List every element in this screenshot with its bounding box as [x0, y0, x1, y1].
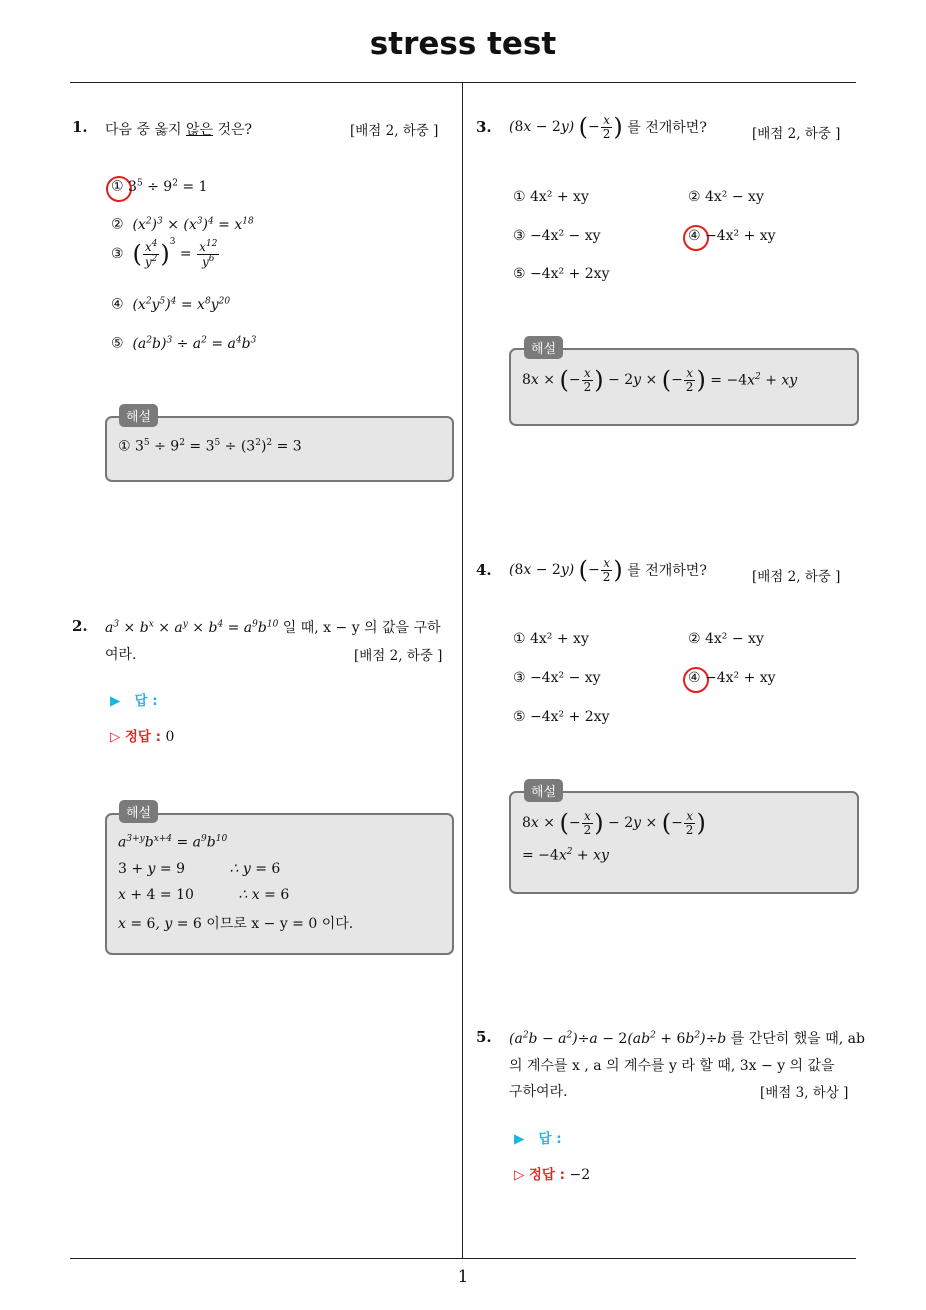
- points-label: [배점 2, 하중 ]: [752, 126, 841, 142]
- explanation-box: [509, 791, 859, 894]
- column-divider: [462, 83, 463, 1259]
- outline-play-icon: ▷: [514, 1167, 525, 1183]
- choice-5[interactable]: ⑤ −4x² + 2xy: [513, 266, 610, 282]
- question-number: 5.: [476, 1028, 492, 1046]
- question-number: 1.: [72, 118, 88, 136]
- choice-1[interactable]: ① $3^5 \div 9^2 = 1$: [111, 178, 208, 195]
- explanation-line-1: $a^{3+y}b^{x+4} = a^9b^{10}$: [118, 834, 228, 851]
- question-number: 3.: [476, 118, 492, 136]
- question-stem: $(a^2b - a^2)\div a - 2(ab^2 + 6b^2)\div b$ 를 간단히 했을 때, ab: [509, 1030, 865, 1047]
- question-stem-line2: 의 계수를 x , a 의 계수를 y 라 할 때, 3x − y 의 값을: [509, 1058, 835, 1074]
- top-rule: [70, 82, 856, 83]
- question-stem: $a^3 \times b^x \times a^y \times b^4 = a^9b^{10}$ 일 때, x − y 의 값을 구하: [105, 619, 441, 636]
- play-icon: ▶: [110, 693, 121, 709]
- points-label: [배점 2, 하중 ]: [752, 569, 841, 585]
- explanation-line-4: x = 6, y = 6 이므로 x − y = 0 이다.: [118, 916, 354, 932]
- question-stem-line3: 구하여라.: [509, 1084, 568, 1100]
- choice-3[interactable]: ③ ( $\frac{x^4}{y^2}$ ) $^3$ = $\frac{x^{12}}{y^6}$: [111, 237, 218, 269]
- correct-answer-row: ▷ 정답 : 0: [110, 729, 175, 745]
- question-stem: (8x − 2y) ( − $\frac{x}{2}$ ) 를 전개하면?: [509, 555, 707, 584]
- choice-3[interactable]: ③ −4x² − xy: [513, 670, 601, 686]
- choice-3[interactable]: ③ −4x² − xy: [513, 228, 601, 244]
- explanation-line-3: x + 4 = 10 ∴ x = 6: [118, 887, 290, 903]
- choice-4[interactable]: ④ −4x² + xy: [688, 670, 776, 686]
- explanation-line-1: 8x × ( − $\frac{x}{2}$ ) − 2y × ( − $\frac{x}{2}$ ): [522, 808, 706, 837]
- explanation-tag: 해설: [119, 800, 158, 823]
- question-number: 2.: [72, 617, 88, 635]
- question-stem: 다음 중 옳지 않은 것은?: [105, 122, 253, 138]
- explanation-line-2: 3 + y = 9 ∴ y = 6: [118, 861, 281, 877]
- play-icon: ▶: [514, 1131, 525, 1147]
- choice-2[interactable]: ② 4x² − xy: [688, 631, 764, 647]
- page-number: 1: [457, 1267, 469, 1287]
- points-label: [배점 2, 하중 ]: [350, 123, 439, 139]
- choice-1[interactable]: ① 4x² + xy: [513, 631, 589, 647]
- points-label: [배점 2, 하중 ]: [354, 648, 443, 664]
- choice-2[interactable]: ② $(x^2)^3 \times (x^3)^4 = x^{18}$: [111, 216, 254, 233]
- question-number: 4.: [476, 561, 492, 579]
- question-stem-line2: 여라.: [105, 647, 137, 663]
- points-label: [배점 3, 하상 ]: [760, 1085, 849, 1101]
- outline-play-icon: ▷: [110, 729, 121, 745]
- explanation-line: 8x × ( − $\frac{x}{2}$ ) − 2y × ( − $\frac{x}{2}$ ) = $-4x^2$ + xy: [522, 365, 798, 394]
- choice-4[interactable]: ④ $(x^2y^5)^4 = x^8y^{20}$: [111, 296, 231, 313]
- page-title: stress test: [369, 26, 557, 62]
- bottom-rule: [70, 1258, 856, 1259]
- choice-4[interactable]: ④ −4x² + xy: [688, 228, 776, 244]
- explanation-line-2: = $-4x^2$ + xy: [522, 847, 609, 864]
- explanation-line: ① $3^5 \div 9^2 = 3^5 \div (3^2)^2 = 3$: [118, 438, 302, 455]
- answer-row[interactable]: ▶ 답 :: [514, 1131, 562, 1147]
- correct-answer-row: ▷ 정답 : −2: [514, 1167, 591, 1183]
- explanation-tag: 해설: [524, 779, 563, 802]
- question-stem: (8x − 2y) ( − $\frac{x}{2}$ ) 를 전개하면?: [509, 112, 707, 141]
- choice-1[interactable]: ① 4x² + xy: [513, 189, 589, 205]
- choice-5[interactable]: ⑤ $(a^2b)^3 \div a^2 = a^4b^3$: [111, 335, 257, 352]
- choice-2[interactable]: ② 4x² − xy: [688, 189, 764, 205]
- explanation-tag: 해설: [524, 336, 563, 359]
- choice-5[interactable]: ⑤ −4x² + 2xy: [513, 709, 610, 725]
- explanation-tag: 해설: [119, 404, 158, 427]
- answer-row[interactable]: ▶ 답 :: [110, 693, 158, 709]
